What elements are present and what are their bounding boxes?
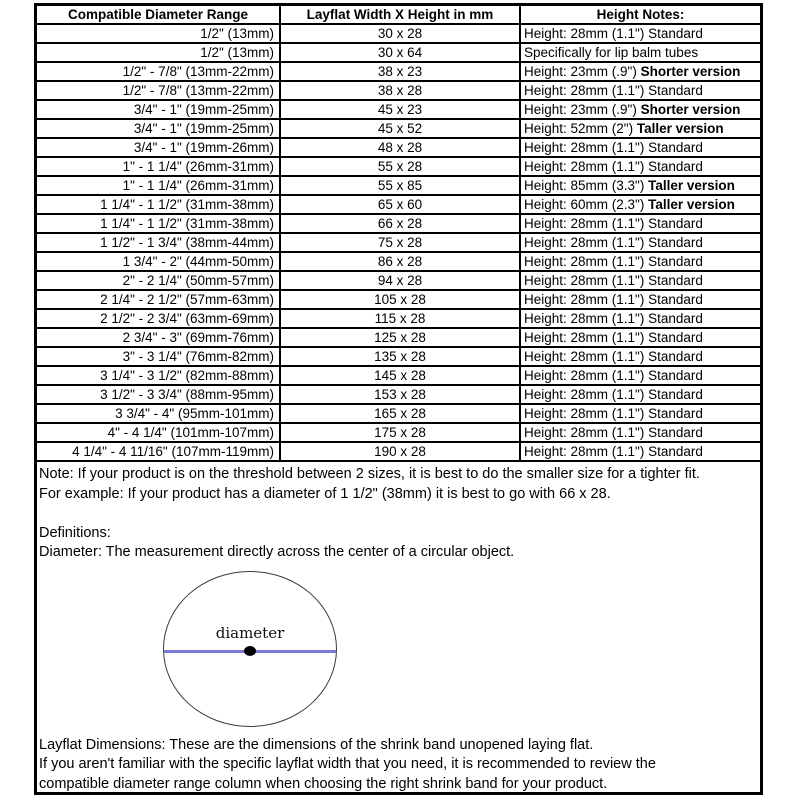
layflat-size-cell: 145 x 28 [280, 366, 520, 385]
height-note-cell [520, 195, 760, 214]
header-row [37, 6, 760, 24]
note-text: Height: 28mm (1.1") Standard [524, 387, 703, 402]
layflat-line-1: Layflat Dimensions: These are the dimensions of the shrink band unopened laying flat. [39, 736, 594, 753]
table-row [37, 43, 760, 62]
height-note-cell [520, 309, 760, 328]
table-row [37, 119, 760, 138]
size-table [37, 6, 760, 462]
diameter-definition: Diameter: The measurement directly across the center of a circular object. [39, 544, 515, 560]
note-text: Height: 28mm (1.1") Standard [524, 26, 703, 41]
layflat-size-cell: 66 x 28 [280, 214, 520, 233]
note-bold: Taller version [648, 178, 735, 193]
note-text: Height: 28mm (1.1") Standard [524, 330, 703, 345]
layflat-size-cell: 125 x 28 [280, 328, 520, 347]
table-row [37, 157, 760, 176]
note-bold: Shorter version [640, 102, 741, 117]
diameter-range-cell: 1 1/2" - 1 3/4" (38mm-44mm) [37, 233, 280, 252]
table-row [37, 404, 760, 423]
diameter-label: diameter [215, 623, 285, 642]
table-row [37, 214, 760, 233]
layflat-size-cell: 86 x 28 [280, 252, 520, 271]
table-row [37, 347, 760, 366]
height-note-cell [520, 157, 760, 176]
height-note-cell [520, 252, 760, 271]
layflat-size-cell: 48 x 28 [280, 138, 520, 157]
layflat-size-cell: 65 x 60 [280, 195, 520, 214]
note-text: Height: 28mm (1.1") Standard [524, 83, 703, 98]
height-note-cell [520, 176, 760, 195]
table-row [37, 24, 760, 43]
table-row [37, 328, 760, 347]
height-note-cell [520, 233, 760, 252]
table-row [37, 271, 760, 290]
table-row [37, 138, 760, 157]
note-text: Height: 28mm (1.1") Standard [524, 292, 703, 307]
diameter-range-cell: 1/2" (13mm) [37, 43, 280, 62]
note-text: Height: 28mm (1.1") Standard [524, 425, 703, 440]
table-row [37, 290, 760, 309]
diameter-range-cell: 4" - 4 1/4" (101mm-107mm) [37, 423, 280, 442]
table-row [37, 195, 760, 214]
height-note-cell [520, 214, 760, 233]
diameter-range-cell: 4 1/4" - 4 11/16" (107mm-119mm) [37, 442, 280, 461]
note-text: Height: 28mm (1.1") Standard [524, 311, 703, 326]
definitions-heading: Definitions: [39, 524, 111, 541]
note-text: Height: 52mm (2") [524, 121, 637, 136]
diameter-range-cell: 1/2" (13mm) [37, 24, 280, 43]
layflat-size-cell: 115 x 28 [280, 309, 520, 328]
table-row [37, 423, 760, 442]
table-row [37, 442, 760, 461]
table-row [37, 385, 760, 404]
note-text: Height: 28mm (1.1") Standard [524, 349, 703, 364]
note-text: Height: 28mm (1.1") Standard [524, 444, 703, 459]
note-text: Height: 28mm (1.1") Standard [524, 254, 703, 269]
layflat-section [39, 736, 760, 795]
note-text: Height: 28mm (1.1") Standard [524, 159, 703, 174]
note-bold: Shorter version [640, 64, 741, 79]
layflat-size-cell: 55 x 28 [280, 157, 520, 176]
height-note-cell [520, 43, 760, 62]
note-bold: Taller version [636, 121, 724, 136]
diameter-range-cell: 2 3/4" - 3" (69mm-76mm) [37, 328, 280, 347]
layflat-size-cell: 165 x 28 [280, 404, 520, 423]
note-text: Height: 28mm (1.1") Standard [524, 235, 703, 250]
diameter-range-cell: 2" - 2 1/4" (50mm-57mm) [37, 271, 280, 290]
diameter-range-cell: 3/4" - 1" (19mm-26mm) [37, 138, 280, 157]
height-note-cell [520, 271, 760, 290]
height-note-cell [520, 290, 760, 309]
layflat-size-cell: 38 x 28 [280, 81, 520, 100]
layflat-size-cell: 135 x 28 [280, 347, 520, 366]
diameter-range-cell: 1/2" - 7/8" (13mm-22mm) [37, 81, 280, 100]
layflat-size-cell: 105 x 28 [280, 290, 520, 309]
height-note-cell [520, 423, 760, 442]
layflat-size-cell: 55 x 85 [280, 176, 520, 195]
height-note-cell [520, 404, 760, 423]
note-text: Height: 28mm (1.1") Standard [524, 140, 703, 155]
height-note-cell [520, 138, 760, 157]
diameter-range-cell: 1" - 1 1/4" (26mm-31mm) [37, 157, 280, 176]
header-layflat-size: Layflat Width X Height in mm [280, 6, 520, 24]
diameter-range-cell: 3 1/2" - 3 3/4" (88mm-95mm) [37, 385, 280, 404]
note-text: Specifically for lip balm tubes [524, 45, 699, 60]
layflat-size-cell: 30 x 28 [280, 24, 520, 43]
diameter-range-cell: 2 1/4" - 2 1/2" (57mm-63mm) [37, 290, 280, 309]
height-note-cell [520, 347, 760, 366]
height-note-cell [520, 24, 760, 43]
layflat-size-cell: 45 x 52 [280, 119, 520, 138]
diameter-range-cell: 1 1/4" - 1 1/2" (31mm-38mm) [37, 195, 280, 214]
note-text: Height: 60mm (2.3") [524, 197, 649, 212]
threshold-note: Note: If your product is on the threshold between 2 sizes, it is best to do the smaller size for a tighter fit. [39, 466, 700, 482]
note-text: Height: 23mm (.9") [524, 102, 641, 117]
table-row [37, 233, 760, 252]
note-text: Height: 28mm (1.1") Standard [524, 406, 703, 421]
diameter-range-cell: 3" - 3 1/4" (76mm-82mm) [37, 347, 280, 366]
layflat-size-cell: 75 x 28 [280, 233, 520, 252]
height-note-cell [520, 385, 760, 404]
header-height-notes: Height Notes: [520, 6, 760, 24]
diameter-range-cell: 3/4" - 1" (19mm-25mm) [37, 119, 280, 138]
diameter-range-cell: 1/2" - 7/8" (13mm-22mm) [37, 62, 280, 81]
diameter-range-cell: 3/4" - 1" (19mm-25mm) [37, 100, 280, 119]
header-diameter-range: Compatible Diameter Range [37, 6, 280, 24]
size-table-body [37, 24, 760, 461]
diameter-diagram [163, 571, 337, 727]
note-text: Height: 28mm (1.1") Standard [524, 216, 703, 231]
table-row [37, 309, 760, 328]
document-sheet [34, 3, 763, 795]
table-row [37, 252, 760, 271]
layflat-size-cell: 175 x 28 [280, 423, 520, 442]
table-row [37, 176, 760, 195]
notes-section [39, 465, 760, 563]
height-note-cell [520, 119, 760, 138]
diameter-range-cell: 1 1/4" - 1 1/2" (31mm-38mm) [37, 214, 280, 233]
note-text: Height: 28mm (1.1") Standard [524, 368, 703, 383]
note-bold: Taller version [648, 197, 735, 212]
center-dot [244, 646, 256, 656]
height-note-cell [520, 62, 760, 81]
height-note-cell [520, 81, 760, 100]
layflat-size-cell: 45 x 23 [280, 100, 520, 119]
layflat-size-cell: 94 x 28 [280, 271, 520, 290]
table-row [37, 81, 760, 100]
note-text: Height: 85mm (3.3") [524, 178, 649, 193]
table-row [37, 62, 760, 81]
diameter-range-cell: 1 3/4" - 2" (44mm-50mm) [37, 252, 280, 271]
layflat-line-2: If you aren't familiar with the specific layflat width that you need, it is recommended to review the [39, 756, 656, 772]
layflat-size-cell: 153 x 28 [280, 385, 520, 404]
diameter-range-cell: 3 1/4" - 3 1/2" (82mm-88mm) [37, 366, 280, 385]
note-text: Height: 28mm (1.1") Standard [524, 273, 703, 288]
diameter-range-cell: 3 3/4" - 4" (95mm-101mm) [37, 404, 280, 423]
table-row [37, 100, 760, 119]
height-note-cell [520, 442, 760, 461]
table-row [37, 366, 760, 385]
size-table-header [37, 6, 760, 24]
height-note-cell [520, 366, 760, 385]
height-note-cell [520, 100, 760, 119]
layflat-size-cell: 190 x 28 [280, 442, 520, 461]
example-note: For example: If your product has a diameter of 1 1/2" (38mm) it is best to go with 66 x 28. [39, 485, 611, 502]
diameter-range-cell: 1" - 1 1/4" (26mm-31mm) [37, 176, 280, 195]
layflat-size-cell: 38 x 23 [280, 62, 520, 81]
height-note-cell [520, 328, 760, 347]
layflat-size-cell: 30 x 64 [280, 43, 520, 62]
layflat-line-3: compatible diameter range column when choosing the right shrink band for your product. [39, 775, 608, 792]
diameter-range-cell: 2 1/2" - 2 3/4" (63mm-69mm) [37, 309, 280, 328]
note-text: Height: 23mm (.9") [524, 64, 641, 79]
circle-shape [163, 571, 337, 727]
